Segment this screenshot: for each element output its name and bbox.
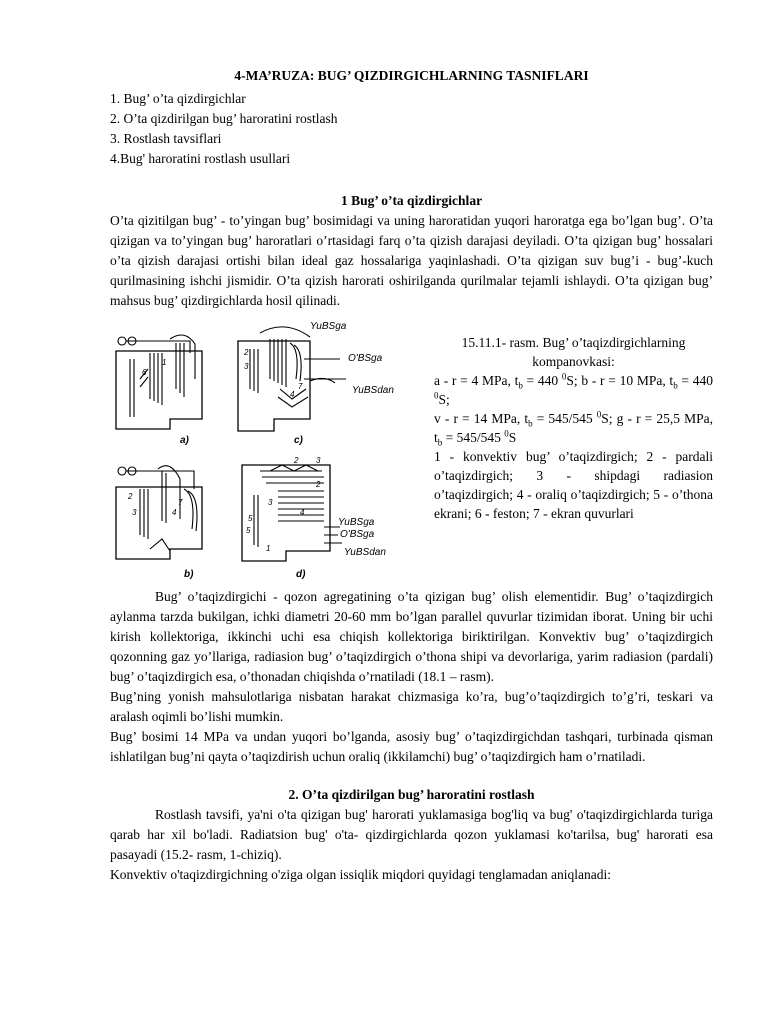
label-yubsga-d: YuBSga (338, 517, 375, 528)
document-page (110, 66, 713, 885)
section-2-heading: 2. O’ta qizdirilgan bug’ haroratini rostlash (288, 787, 535, 802)
number-4-d: 4 (300, 508, 305, 517)
caption-title: 15.11.1- rasm. Bug’ o’taqizdirgichlarning kompanovkasi: (461, 335, 686, 369)
number-2-d-bottom: 2 (316, 480, 321, 489)
number-5-d-bottom: 5 (246, 526, 251, 535)
toc-item-3: 3. Rostlash tavsiflari (110, 131, 222, 146)
label-obsga-d: O'BSga (340, 529, 375, 540)
number-1-d: 1 (266, 544, 271, 553)
diagram-c (238, 327, 346, 431)
number-7-b: 7 (178, 498, 183, 507)
number-4-b: 4 (172, 508, 177, 517)
body-paragraph-3: Bug’ bosimi 14 MPa va undan yuqori bo’lganda, asosiy bug’ o’taqizdirgichdan tashqari, turbinada qisman ishlatilgan bug’ni qayta o’taqizdirish uchun oraliq (ikkilamchi) bug’ o’taqizdirgich ham o’rnatiladi. (110, 729, 713, 764)
body-paragraph-1: Bug’ o’taqizdirgichi - qozon agregatining o’ta qizigan bug’ olish elementidir. Bug’ o’taqizdirgich aylanma tarzda bukilgan, ichki diametri 20-60 mm bo’lgan parallel quvurlar tizimidan iborat. Uning bir uchi kirish kollektoriga, ikkinchi uchi esa chiqish kollektoriga biriktirilgan. Konvektiv bug’ o’taqizdirgich qozonning gaz yo’llariga, radiasion bug’ o’taqizdirgich o’thona shipi va devorlariga, yarim radiasion (pardali) bug’ o’taqizdirgich esa, o’thonadan chiqishda o’rnatiladi (18.1 – rasm). (110, 589, 713, 684)
boiler-layout-diagram (110, 319, 418, 587)
number-3-d: 3 (316, 456, 321, 465)
sublabel-c: c) (294, 435, 303, 446)
section-1-heading: 1 Bug’ o’ta qizdirgichlar (340, 193, 483, 208)
number-7: 7 (298, 382, 303, 391)
number-2-d: 2 (294, 456, 299, 465)
section-1-intro: O’ta qizitilgan bug’ - to’yingan bug’ bosimidagi va uning haroratidan yuqori haroratga ega bo’lgan bug’. O’ta qizigan va to’yingan bug’ haroratlari o’rtasidagi farq o’ta qizish darajasi deyiladi. O’ta qizigan bug’ hossalari o’ta qizish darajasi ortishi bilan ideal gaz hossalariga yaqinlashadi. O’ta qizigan suv bug’i - bug’-kuch qurilmasining ishchi jismidir. O’ta qizish harorati oshirilganda qurilmalar tejamli ishlaydi. O’ta qizigan bug’ mahsus bug’ qizdirgichlarda hosil qilinadi. (110, 213, 713, 308)
sublabel-b: b) (184, 569, 194, 580)
body-paragraph-2: Bug’ning yonish mahsulotlariga nisbatan harakat chizmasiga ko’ra, bug’o’taqizdirgich to’g’ri, teskari va aralash oqimli bo’lishi mumkin. (110, 689, 713, 724)
sublabel-d: d) (296, 569, 306, 580)
toc-item-4: 4.Bug' haroratini rostlash usullari (110, 151, 291, 166)
figure-block (110, 319, 713, 587)
caption-params-vg: v - r = 14 MPa, $t_b = 545/545$ $^0$S; g - r = 25,5 MPa, $t_b = 545/545$ $^0$S (434, 409, 713, 448)
number-4: 4 (290, 390, 295, 399)
section-2-paragraph-2: Konvektiv o'taqizdirgichning o'ziga olgan issiqlik miqdori quyidagi tenglamadan aniqlanadi: (110, 867, 612, 882)
caption-legend: 1 - konvektiv bug’ o’taqizdirgich; 2 - pardali o’taqizdirgich; 3 - shipdagi radiasion o’taqizdirgich; 4 - oraliq o’taqizdirgich; 5 - o’thona ekrani; 6 - feston; 7 - ekran quvurlari (434, 449, 713, 521)
number-3: 3 (244, 362, 249, 371)
label-yubsdan-d: YuBSdan (344, 547, 386, 558)
sublabel-a: a) (180, 435, 189, 446)
label-yubsga-top: YuBSga (310, 321, 347, 332)
toc-item-2: 2. O’ta qizdirilgan bug’ haroratini rostlash (110, 111, 338, 126)
lecture-title: 4-MA’RUZA: BUG’ QIZDIRGICHLARNING TASNIFLARI (234, 68, 589, 83)
section-2-paragraph-1: Rostlash tavsifi, ya'ni o'ta qizigan bug' harorati yuklamasiga bog'liq va bug' o'taqizdirgichlarda turiga qarab har xil bo'ladi. Radiatsion bug' o'ta- qizdirgichlarda qozon yuklamasi ko'tarilsa, bug' harorati esa pasayadi (15.2- rasm, 1-chiziq). (110, 807, 713, 862)
number-1: 1 (162, 358, 167, 367)
caption-params-ab: a - r = 4 MPa, $t_b = 440$ $^0$S; b - r = 10 MPa, $t_b = 440$ $^0$S; (434, 371, 713, 407)
number-2: 2 (244, 348, 249, 357)
number-3-d-left: 3 (268, 498, 273, 507)
number-2-b: 2 (128, 492, 133, 501)
figure-caption (434, 333, 713, 523)
label-obsga: O'BSga (348, 353, 383, 364)
toc-item-1: 1. Bug’ o’ta qizdirgichlar (110, 91, 246, 106)
diagram-a (116, 335, 202, 429)
number-6: 6 (142, 368, 147, 377)
label-yubsdan: YuBSdan (352, 385, 394, 396)
diagram-b (116, 466, 202, 559)
diagram-d (242, 465, 342, 561)
number-3-b: 3 (132, 508, 137, 517)
number-5-d: 5 (248, 514, 253, 523)
